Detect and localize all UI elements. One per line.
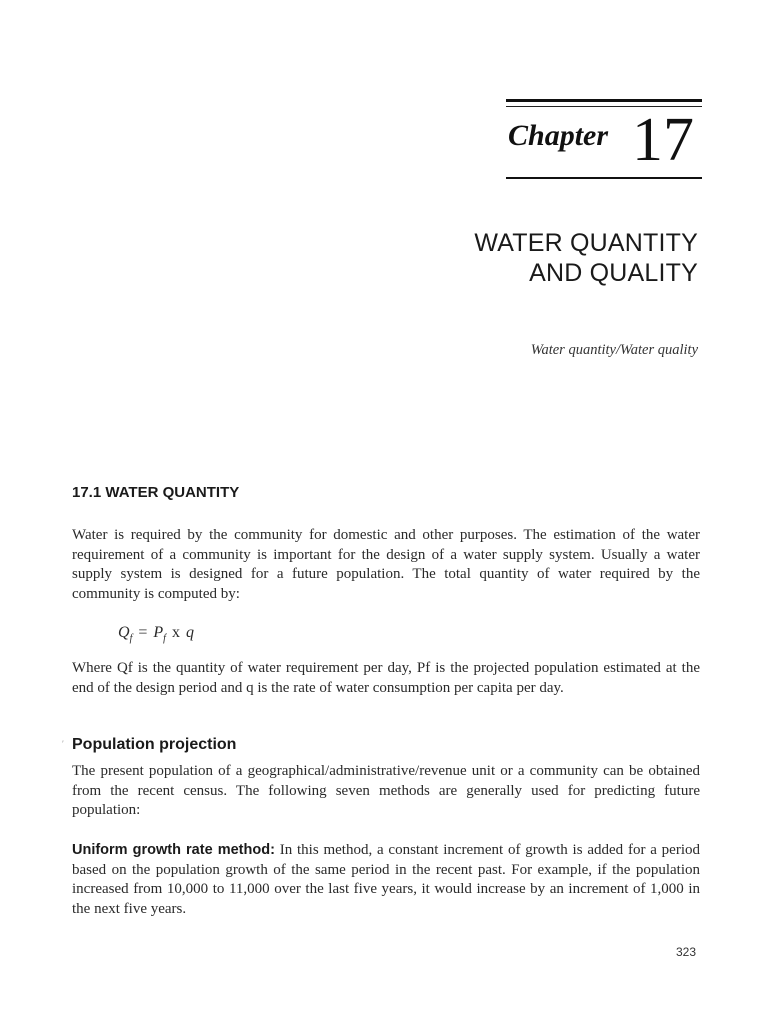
method-title: Uniform growth rate method: [72, 842, 275, 858]
section-heading: 17.1 WATER QUANTITY [72, 484, 240, 501]
formula-lhs-subscript: f [129, 633, 133, 644]
formula-p: P [153, 624, 164, 641]
formula-q: q [185, 624, 194, 641]
scan-mark: ′ [62, 739, 64, 749]
formula-times: x [171, 624, 180, 641]
method-paragraph [72, 841, 700, 919]
chapter-subtitle: Water quantity/Water quality [530, 342, 698, 358]
page-number: 323 [675, 945, 696, 959]
chapter-title-line-2: AND QUALITY [529, 259, 698, 287]
chapter-bottom-rule [506, 177, 702, 179]
section-paragraph-1: Water is required by the community for domestic and other purposes. The estimation of the water requirement of a community is important for the design of a water supply system. Usually a water supply system is designed for a future population. The total quantity of water required by the community is computed by: [72, 527, 700, 602]
method-text: In this method, a constant increment of growth is added for a period based on the population growth of the same period in the recent past. For example, if the population increased from 10,000 to 11,000 over the last five years, it would increase by an increment of 1,000 in the next five years. [72, 842, 700, 917]
population-heading: Population projection [72, 736, 237, 753]
chapter-label: Chapter [508, 119, 609, 152]
formula-lhs: Q [118, 624, 130, 641]
chapter-title-line-1: WATER QUANTITY [474, 229, 698, 257]
section-paragraph-2: Where Qf is the quantity of water requirement per day, Pf is the projected population estimated at the end of the design period and q is the rate of water consumption per capita per day. [72, 660, 700, 696]
population-paragraph: The present population of a geographical/administrative/revenue unit or a community can be obtained from the recent census. The following seven methods are generally used for predicting future population: [72, 763, 700, 818]
chapter-title [474, 228, 698, 288]
formula-p-subscript: f [163, 633, 166, 644]
formula-equals: = [138, 624, 148, 641]
chapter-top-rule [506, 99, 702, 102]
formula [118, 624, 194, 644]
chapter-number: 17 [632, 106, 694, 174]
